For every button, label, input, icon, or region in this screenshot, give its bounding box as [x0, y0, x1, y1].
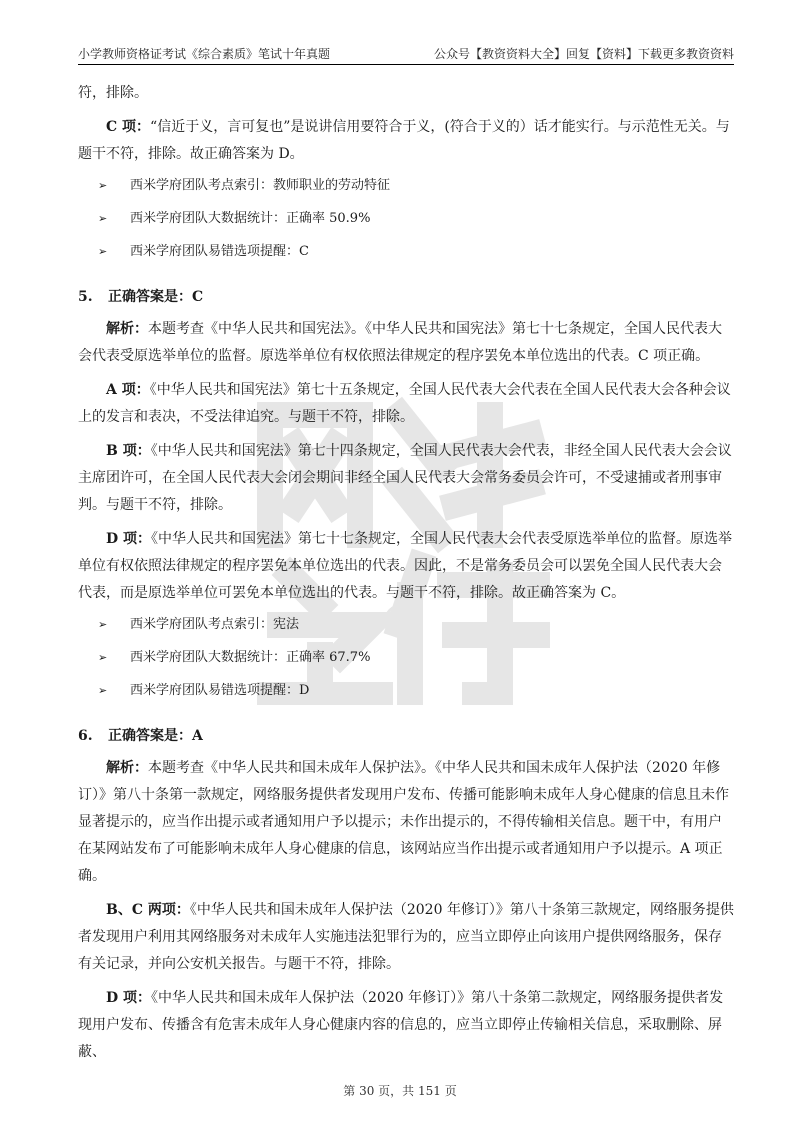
bullet-text: 西米学府团队大数据统计：正确率 67.7%	[130, 650, 371, 665]
q4-tail-line: 符，排除。	[78, 85, 148, 101]
bullet-text: 西米学府团队考点索引：宪法	[130, 617, 300, 632]
arrow-icon: ➢	[98, 212, 108, 225]
page-header	[78, 44, 734, 65]
arrow-icon: ➢	[98, 618, 108, 631]
bullet-text: 西米学府团队大数据统计：正确率 50.9%	[130, 211, 371, 226]
q5-a-label: A 项：	[106, 382, 150, 398]
q5-bullet-wrong	[98, 681, 734, 701]
page-content	[78, 80, 734, 1073]
q6-analysis	[78, 755, 734, 890]
q5-bullet-index	[98, 615, 734, 635]
q5-number: 5.	[78, 289, 93, 305]
arrow-icon: ➢	[98, 684, 108, 697]
q6-analysis-label: 解析：	[106, 760, 148, 776]
q4-option-c	[78, 114, 734, 168]
arrow-icon: ➢	[98, 245, 108, 258]
page-number: 第 30 页，共 151 页	[343, 1084, 457, 1098]
q6-option-d	[78, 985, 734, 1066]
q4-bullet-wrong	[98, 242, 734, 262]
q5-b-label: B 项：	[106, 443, 151, 459]
q4-bullet-index	[98, 176, 734, 196]
arrow-icon: ➢	[98, 179, 108, 192]
bullet-text: 西米学府团队易错选项提醒：D	[130, 683, 310, 698]
q5-option-d	[78, 526, 734, 607]
q5-a-text: 《中华人民共和国宪法》第七十五条规定，全国人民代表大会代表在全国人民代表大会各种会议上的发言和表决，不受法律追究。与题干不符，排除。	[78, 382, 731, 425]
q4-c-label: C 项：	[106, 119, 151, 135]
q6-bc-label: B、C 两项：	[106, 902, 190, 918]
q5-title	[78, 287, 734, 307]
q5-answer: 正确答案是：C	[108, 289, 204, 305]
q6-title	[78, 726, 734, 746]
q6-number: 6.	[78, 728, 93, 744]
bullet-text: 西米学府团队考点索引：教师职业的劳动特征	[130, 178, 391, 193]
q5-option-a	[78, 377, 734, 431]
q5-analysis-label: 解析：	[106, 321, 148, 337]
arrow-icon: ➢	[98, 651, 108, 664]
q5-d-text: 《中华人民共和国宪法》第七十七条规定，全国人民代表大会代表受原选举单位的监督。原选举单位有权依照法律规定的程序罢免本单位选出的代表。因此，不是常务委员会可以罢免全国人民代表大会代表，而是原选举单位可罢免本单位选出的代表。与题干不符，排除。故正确答案为 C。	[78, 531, 733, 601]
q5-bullet-stats	[98, 648, 734, 668]
q6-option-bc	[78, 897, 734, 978]
q5-b-text: 《中华人民共和国宪法》第七十四条规定，全国人民代表大会代表，非经全国人民代表大会会议主席团许可，在全国人民代表大会闭会期间非经全国人民代表大会常务委员会许可，不受逮捕或者刑事审判。与题干不符，排除。	[78, 443, 732, 513]
q5-option-b	[78, 438, 734, 519]
q6-bc-text: 《中华人民共和国未成年人保护法（2020 年修订）》第八十条第三款规定，网络服务提供者发现用户利用其网络服务对未成年人实施违法犯罪行为的，应当立即停止向该用户提供网络服务，保存有关记录，并向公安机关报告。与题干不符，排除。	[78, 902, 734, 972]
q5-analysis	[78, 316, 734, 370]
bullet-text: 西米学府团队易错选项提醒：C	[130, 244, 309, 259]
q6-d-text: 《中华人民共和国未成年人保护法（2020 年修订）》第八十条第二款规定，网络服务提供者发现用户发布、传播含有危害未成年人身心健康内容的信息的，应当立即停止传输相关信息，采取删除、屏蔽、	[78, 990, 724, 1060]
q6-answer: 正确答案是：A	[108, 728, 203, 744]
header-promo: 公众号【教资资料大全】回复【资料】下载更多教资资料	[433, 47, 734, 61]
q5-d-label: D 项：	[106, 531, 152, 547]
q6-analysis-text: 本题考查《中华人民共和国未成年人保护法》。《中华人民共和国未成年人保护法（2020 年修订）》第八十条第一款规定，网络服务提供者发现用户发布、传播可能影响未成年人身心健康的信息且未作显著提示的，应当作出提示或者通知用户予以提示；未作出提示的，不得传输相关信息。题干中，有用户在某网站发布了可能影响未成年人身心健康的信息，该网站应当作出提示或者通知用户予以提示。A 项正确。	[78, 760, 729, 884]
header-title: 小学教师资格证考试《综合素质》笔试十年真题	[78, 47, 331, 61]
q5-analysis-text: 本题考查《中华人民共和国宪法》。《中华人民共和国宪法》第七十七条规定，全国人民代表大会代表受原选举单位的监督。原选举单位有权依照法律规定的程序罢免本单位选出的代表。C 项正确。	[78, 321, 722, 364]
q6-d-label: D 项：	[106, 990, 152, 1006]
q4-bullet-stats	[98, 209, 734, 229]
q4-c-text: “信近于义，言可复也”是说讲信用要符合于义，(符合于义的）话才能实行。与示范性无关。与题干不符，排除。故正确答案为 D。	[78, 119, 730, 162]
